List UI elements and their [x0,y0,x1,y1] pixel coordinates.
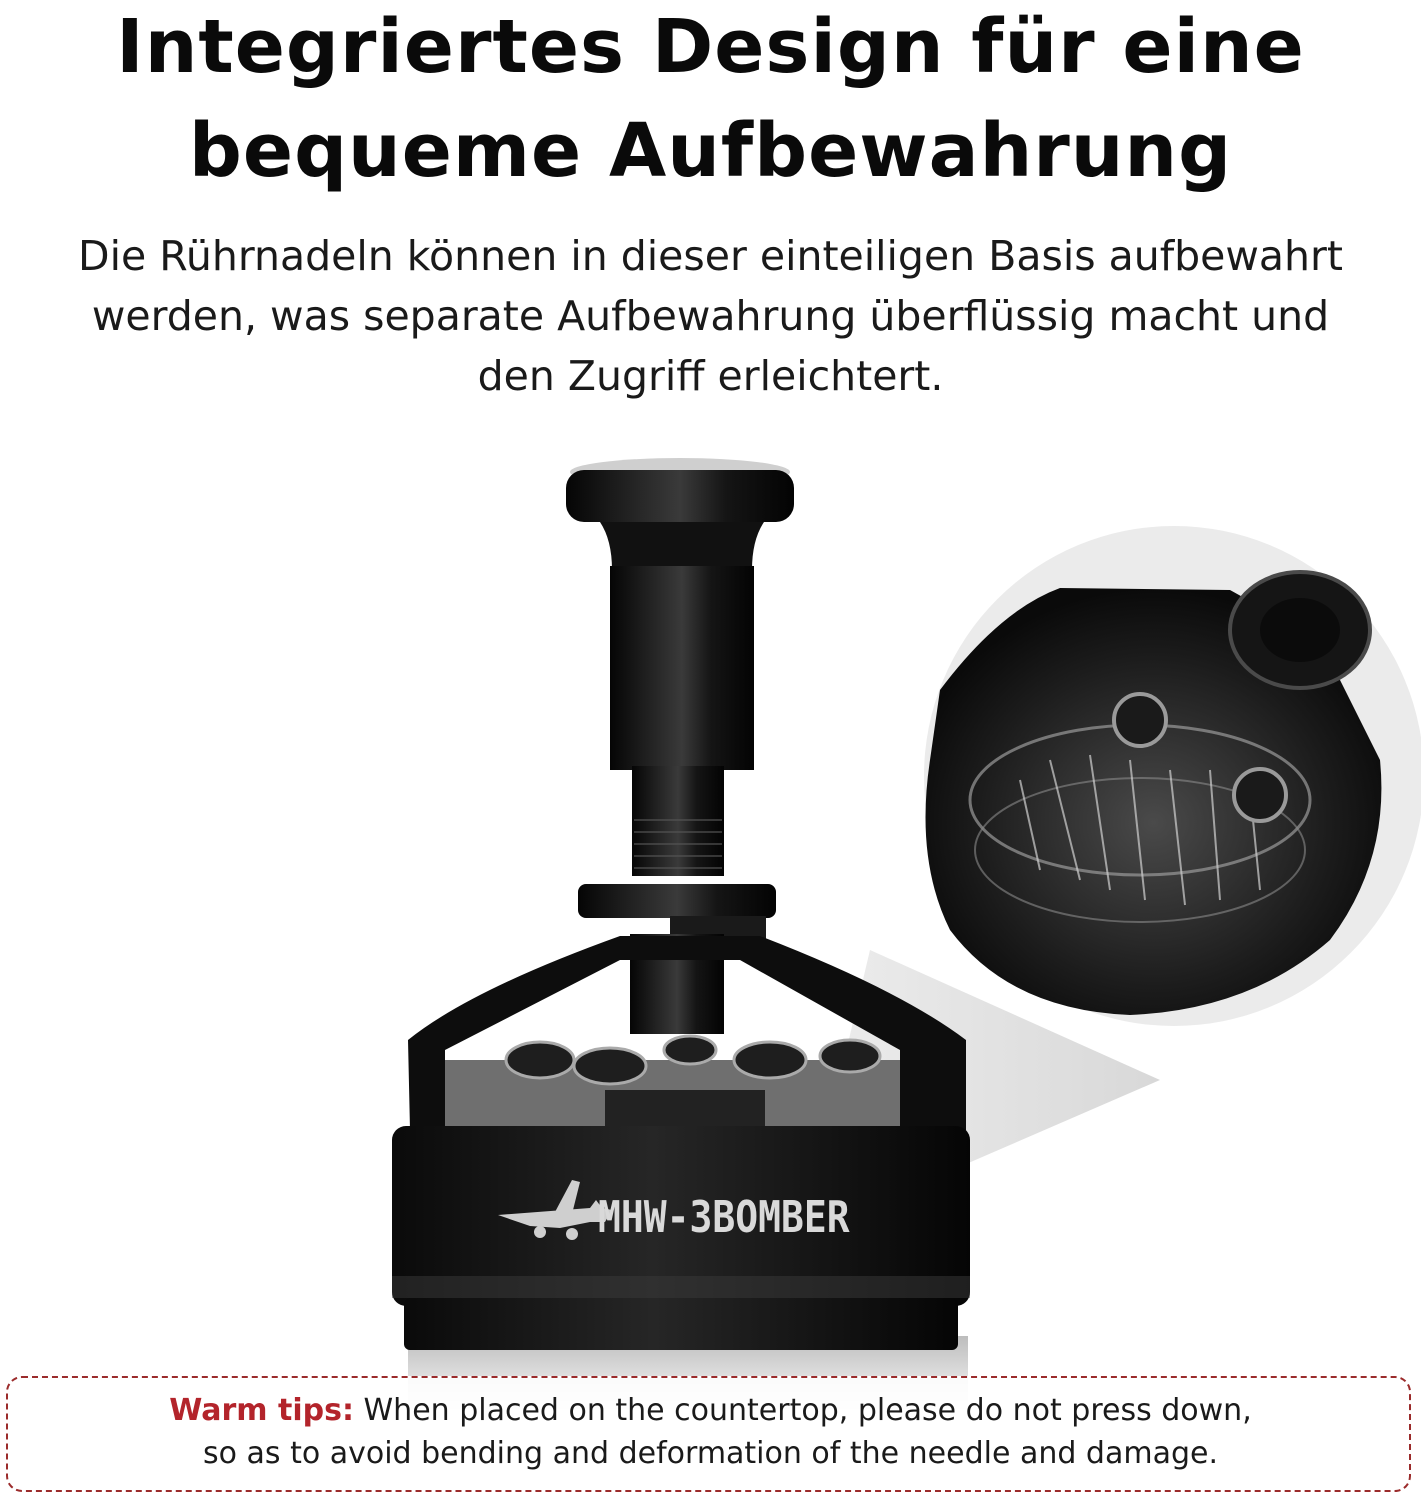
title-line-1: Integriertes Design für eine [116,4,1305,90]
warm-tips-line-2: so as to avoid bending and deformation of the needle and damage. [203,1436,1218,1471]
warm-tips-label: Warm tips: [169,1393,354,1428]
engraving-text: MHW-3BOMBER [598,1191,850,1243]
nut [578,884,776,918]
description [0,226,1421,406]
title-line-2: bequeme Aufbewahrung [188,108,1233,194]
warm-tips-box [6,1376,1411,1492]
description-line-3: den Zugriff erleichtert. [477,352,944,400]
base-foot [404,1298,958,1350]
description-line-2: werden, was separate Aufbewahrung überflüssig macht und [91,292,1330,340]
handle [610,566,754,770]
product-illustration [0,440,1421,1500]
warm-tips-line-1: When placed on the countertop, please do not press down, [363,1393,1252,1428]
description-line-1: Die Rührnadeln können in dieser einteiligen Basis aufbewahrt [78,232,1343,280]
zoom-detail [926,572,1382,1015]
cap [566,470,794,522]
cap-neck [600,522,764,570]
